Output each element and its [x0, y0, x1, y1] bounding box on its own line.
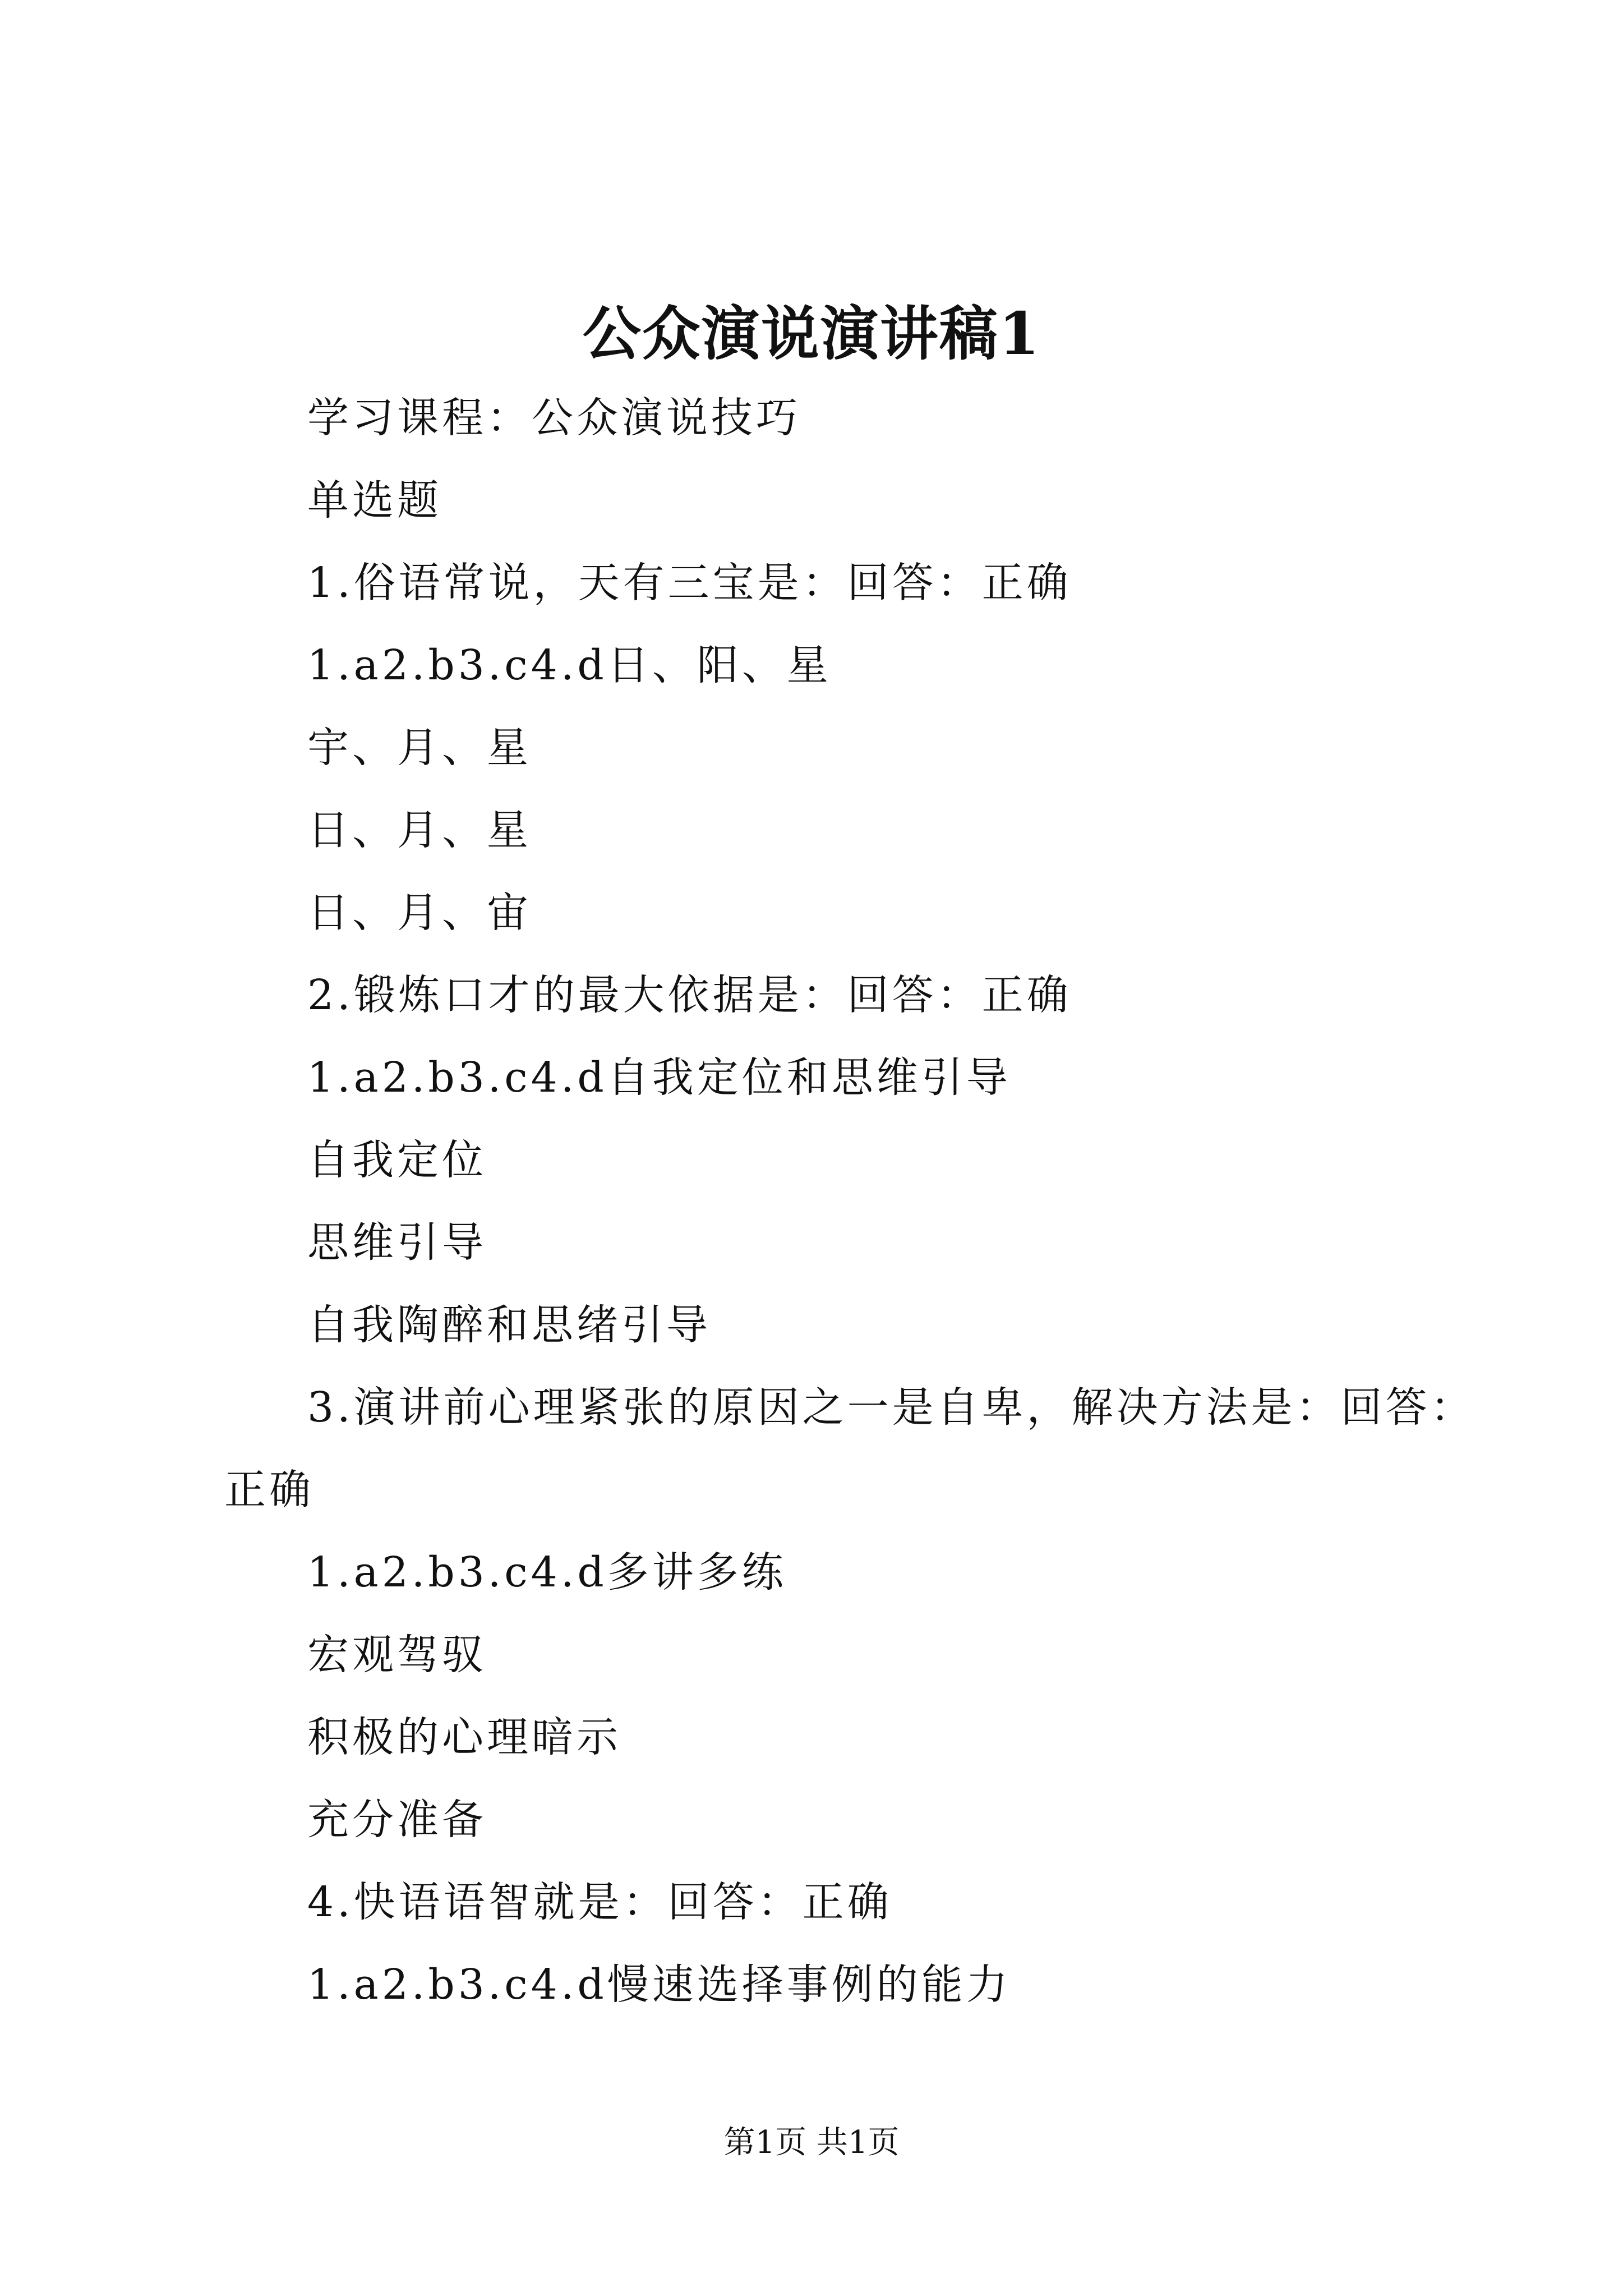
question-4: 4.快语语智就是：回答：正确	[307, 1878, 892, 1926]
answer-line: 日、月、宙	[307, 889, 532, 937]
answer-line: 宏观驾驭	[307, 1631, 487, 1679]
question-3-options: 1.a2.b3.c4.d多讲多练	[307, 1548, 787, 1596]
answer-line: 宇、月、星	[307, 724, 532, 772]
answer-line: 思维引导	[307, 1218, 487, 1267]
answer-line: 日、月、星	[307, 806, 532, 854]
question-2: 2.锻炼口才的最大依据是：回答：正确	[307, 971, 1072, 1019]
document-title: 公众演说演讲稿1	[582, 299, 1041, 368]
question-1: 1.俗语常说，天有三宝是：回答：正确	[307, 559, 1072, 607]
question-2-options: 1.a2.b3.c4.d自我定位和思维引导	[307, 1053, 1011, 1102]
page-footer: 第1页 共1页	[723, 2124, 900, 2161]
answer-line: 自我定位	[307, 1136, 487, 1184]
answer-line: 充分准备	[307, 1796, 487, 1844]
question-4-options: 1.a2.b3.c4.d慢速选择事例的能力	[307, 1961, 1011, 2009]
section-heading: 单选题	[307, 476, 442, 524]
document-body	[224, 377, 1486, 2026]
answer-line: 积极的心理暗示	[307, 1713, 621, 1761]
question-1-options: 1.a2.b3.c4.d日、阳、星	[307, 641, 832, 689]
question-3-continuation: 正确	[224, 1466, 314, 1514]
answer-line: 自我陶醉和思绪引导	[307, 1301, 711, 1349]
question-3: 3.演讲前心理紧张的原因之一是自卑，解决方法是：回答：	[307, 1383, 1476, 1432]
course-line: 学习课程：公众演说技巧	[307, 394, 801, 442]
